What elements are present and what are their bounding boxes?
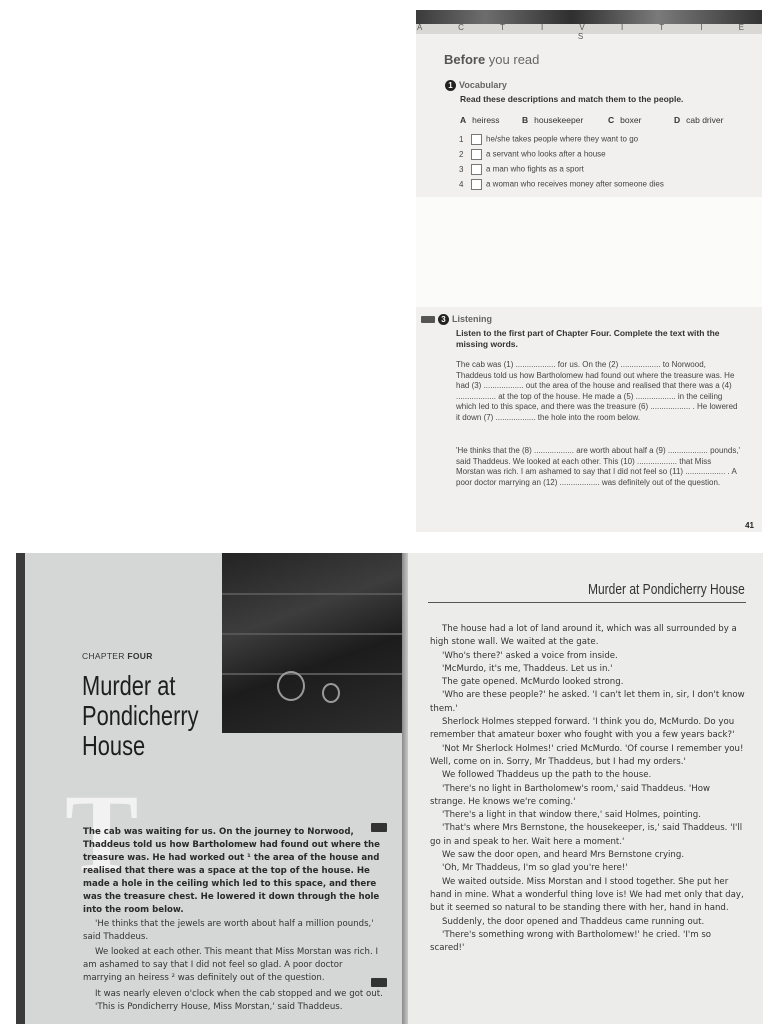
listening-heading: 3 Listening: [421, 314, 492, 325]
body-paragraph: Suddenly, the door opened and Thaddeus came running out.: [442, 916, 705, 927]
chapter-title: Murder at Pondicherry House: [82, 670, 199, 761]
exercise-number-icon: 3: [438, 314, 449, 325]
header-rule: [428, 602, 746, 603]
left-page: [25, 553, 402, 1024]
body-paragraph: 'He thinks that the jewels are worth about half a million pounds,' said Thaddeus.: [83, 919, 374, 942]
audio-cd-icon: [421, 316, 435, 323]
activities-banner-text: A C T I V I T I E S: [417, 23, 761, 41]
chapter-label: CHAPTER FOUR: [82, 651, 153, 661]
body-paragraph: Sherlock Holmes stepped forward. 'I think you do, McMurdo. Do you remember that amateur boxer who fought with you a few years back?': [430, 717, 735, 741]
right-page-text: [430, 623, 748, 955]
right-page: [408, 553, 763, 1024]
body-paragraph: 'Oh, Mr Thaddeus, I'm so glad you're here!': [442, 863, 628, 874]
body-paragraph: 'Who's there?' asked a voice from inside.: [442, 650, 618, 661]
shelf: [222, 593, 402, 595]
body-paragraph: We followed Thaddeus up the path to the house.: [442, 770, 652, 781]
body-paragraph: The gate opened. McMurdo looked strong.: [442, 677, 624, 688]
body-paragraph: We looked at each other. This meant that Miss Morstan was rich. I am ashamed to say that I did not feel so glad. A poor doctor marrying an heiress ² was definitely out of the question.: [83, 947, 378, 983]
body-paragraph: We saw the door open, and heard Mrs Bernstone crying.: [442, 850, 685, 861]
flask-icon: [277, 671, 305, 701]
exercise-number-icon: 1: [445, 80, 456, 91]
book-spread: [16, 553, 763, 1024]
vocabulary-instruction: Read these descriptions and match them to the people.: [460, 94, 684, 104]
vocab-option: D cab driver: [674, 115, 724, 125]
body-paragraph: 'This is Pondicherry House, Miss Morstan,' said Thaddeus.: [95, 1002, 343, 1012]
flask-icon: [322, 683, 340, 703]
body-paragraph: We waited outside. Miss Morstan and I stood together. She put her hand in mine. What a wonderful thing love is! We had met only that day, but it seemed so natural to be standing there with her, hand in hand.: [430, 876, 744, 914]
audio-cd-icon: [371, 978, 387, 987]
body-paragraph: 'Who are these people?' he asked. 'I can't let them in, sir, I don't know them.': [430, 690, 745, 714]
chemistry-lab-photo: [222, 553, 402, 733]
body-paragraph: 'There's a light in that window there,' said Holmes, pointing.: [442, 810, 701, 821]
body-paragraph: 'There's no light in Bartholomew's room,' said Thaddeus. 'How strange. He knows we're coming.': [430, 783, 711, 807]
body-paragraph: 'There's something wrong with Bartholomew!' he cried. 'I'm so scared!': [430, 929, 712, 954]
answer-checkbox[interactable]: [471, 164, 482, 175]
body-paragraph: 'That's where Mrs Bernstone, the housekeeper, is,' said Thaddeus. 'I'll go in and speak to her. Wait here a moment.': [430, 823, 743, 847]
vocabulary-heading: 1 Vocabulary: [445, 80, 507, 91]
activities-page: [416, 10, 762, 532]
vocab-item: 1 he/she takes people where they want to go: [459, 134, 639, 144]
listening-instruction: Listen to the first part of Chapter Four. Complete the text with the missing words.: [456, 328, 720, 349]
vocab-item: 2 a servant who looks after a house: [459, 149, 606, 159]
running-head: Murder at Pondicherry House: [588, 581, 745, 598]
vocab-item: 3 a man who fights as a sport: [459, 164, 584, 174]
body-paragraph: It was nearly eleven o'clock when the cab stopped and we got out.: [95, 989, 383, 999]
shelf: [222, 633, 402, 635]
vocab-option: C boxer: [608, 115, 642, 125]
answer-checkbox[interactable]: [471, 149, 482, 160]
body-paragraph: The house had a lot of land around it, which was all surrounded by a high stone wall. We waited at the gate.: [430, 624, 737, 648]
answer-checkbox[interactable]: [471, 134, 482, 145]
book-edge: [16, 553, 25, 1024]
chapter-intro-bold: The cab was waiting for us. On the journey to Norwood, Thaddeus told us how Bartholomew had found out where the treasure was. He had worked out ¹ the area of the house and realised that there was a space at the top of the house. He made a hole in the ceiling which led to this space, and there was the treasure chest. He lowered it down through the hole into the room below.: [83, 827, 380, 915]
answer-checkbox[interactable]: [471, 179, 482, 190]
vocab-item: 4 a woman who receives money after someone dies: [459, 179, 664, 189]
listening-paragraph: 'He thinks that the (8) .................. are worth about half a (9) .................. pounds,' said Thaddeus. We looked at each other. This (10) .................. that Miss Morstan was rich. I am ashamed to say that I did not feel so (11) .................. . A poor doctor marrying an (12) .................. was definitely out of the question.: [456, 446, 741, 487]
shelf: [222, 673, 402, 675]
vocab-option: A heiress: [460, 115, 500, 125]
page-number: 41: [745, 521, 754, 530]
page-blank-area: [416, 197, 762, 307]
drop-cap: T: [65, 772, 139, 894]
vocab-option: B housekeeper: [522, 115, 584, 125]
listening-paragraph: The cab was (1) .................. for us. On the (2) .................. to Norwood, Thaddeus told us how Bartholomew had found out where the treasure was. He had (3) .................. out the area of the house and realised that there was a (4) .................. at the top of the house. He made a (5) .................. in the ceiling which led to this space, and there was the treasure (6) .................. . He lowered it down (7) .................. the hole into the room below.: [456, 360, 738, 422]
before-you-read-heading: Before you read: [444, 52, 540, 67]
body-paragraph: 'Not Mr Sherlock Holmes!' cried McMurdo. 'Of course I remember you! Well, come on in. Sorry, Mr Thaddeus, but I had my orders.': [430, 743, 744, 767]
body-paragraph: 'McMurdo, it's me, Thaddeus. Let us in.': [442, 663, 613, 674]
